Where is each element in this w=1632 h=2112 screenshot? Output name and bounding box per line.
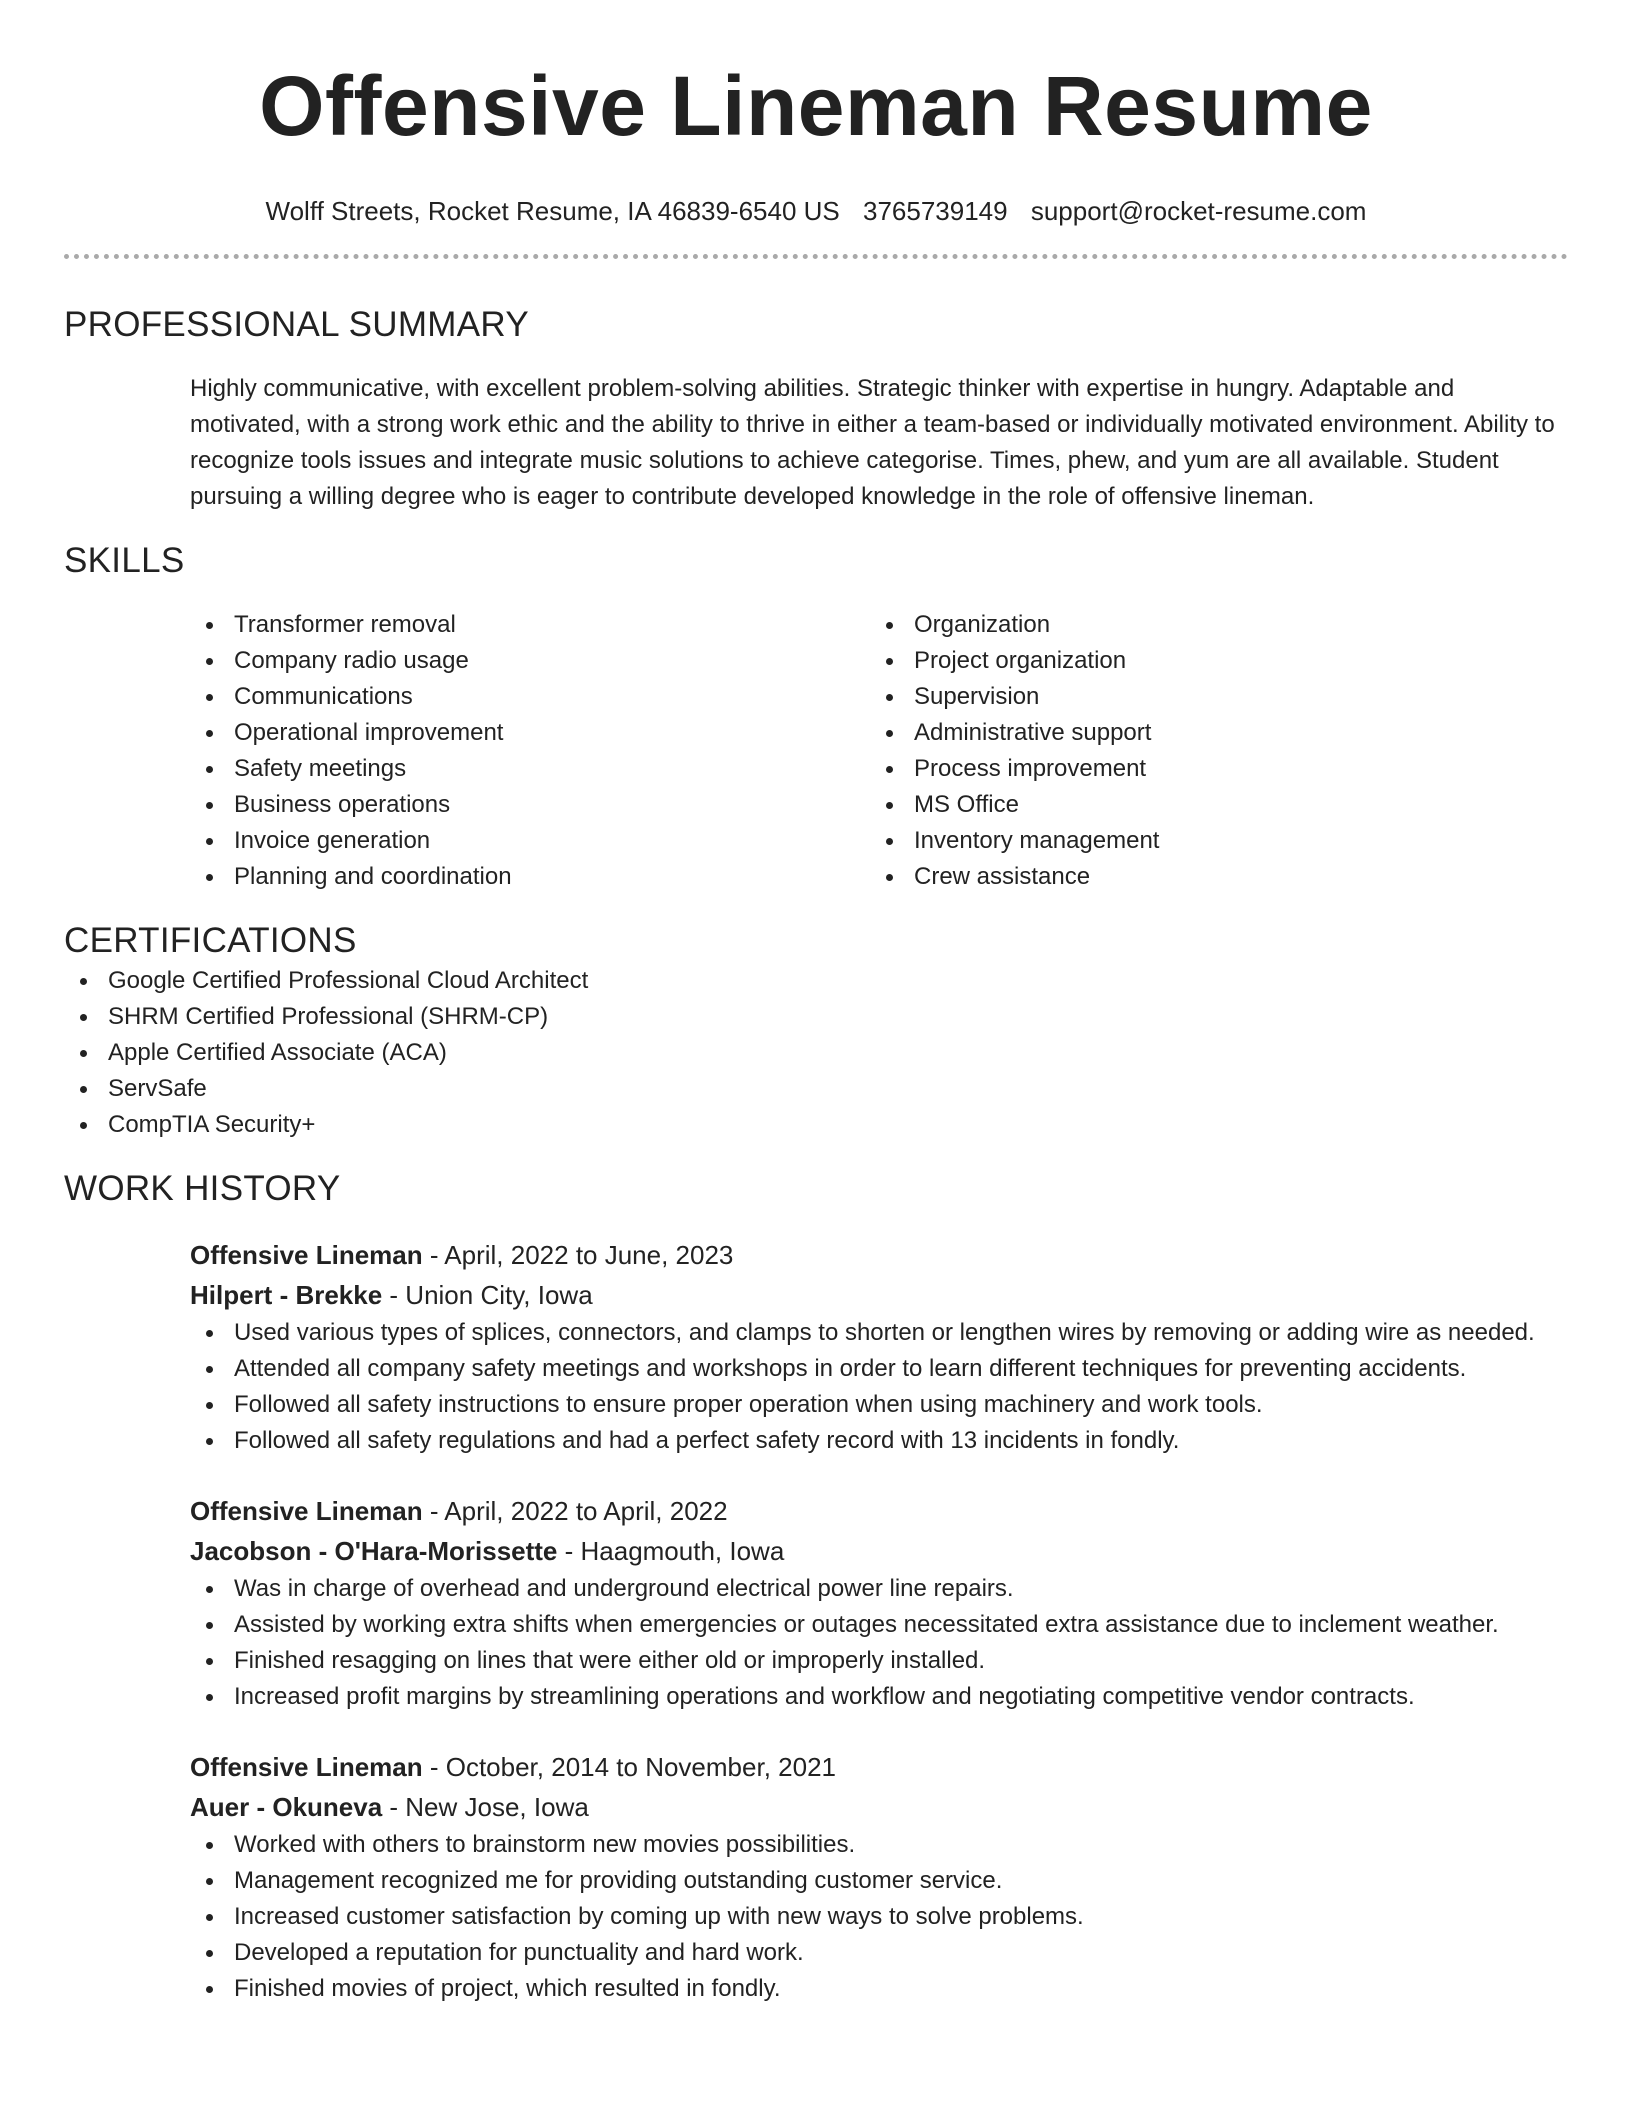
skill-item: Inventory management (870, 823, 1550, 859)
job-title: Offensive Lineman (190, 1752, 423, 1782)
skill-item: Company radio usage (190, 643, 870, 679)
skill-item: Administrative support (870, 715, 1550, 751)
header-divider (64, 254, 1568, 259)
job-dates: - October, 2014 to November, 2021 (422, 1752, 836, 1782)
job-duties (190, 1571, 1568, 1715)
skill-item: Planning and coordination (190, 859, 870, 895)
job-location: - Union City, Iowa (382, 1280, 593, 1310)
job-duty: Finished movies of project, which resulted in fondly. (190, 1971, 1568, 2007)
summary-text: Highly communicative, with excellent problem-solving abilities. Strategic thinker with expertise in hungry. Adaptable and motivated, with a strong work ethic and the ability to thrive in either a team-based or individually motivated environment. Ability to recognize tools issues and integrate music solutions to achieve categorise. Times, phew, and yum are all available. Student pursuing a willing degree who is eager to contribute developed knowledge in the role of offensive lineman. (190, 375, 1555, 510)
job-duties (190, 1315, 1568, 1459)
skill-item: Invoice generation (190, 823, 870, 859)
skill-item: Safety meetings (190, 751, 870, 787)
job-title: Offensive Lineman (190, 1496, 423, 1526)
job-company-line (190, 1275, 1568, 1315)
skill-item: Supervision (870, 679, 1550, 715)
job-company-line (190, 1787, 1568, 1827)
skill-item: Organization (870, 607, 1550, 643)
summary-section (64, 303, 1568, 515)
job-duties (190, 1827, 1568, 2007)
skill-item: Process improvement (870, 751, 1550, 787)
job-dates: - April, 2022 to April, 2022 (422, 1496, 728, 1526)
job-duty: Assisted by working extra shifts when emergencies or outages necessitated extra assistance due to inclement weather. (190, 1607, 1568, 1643)
job-entry (190, 1491, 1568, 1715)
certification-item: CompTIA Security+ (64, 1107, 1568, 1143)
job-company: Jacobson - O'Hara-Morissette (190, 1536, 558, 1566)
job-duty: Followed all safety regulations and had a perfect safety record with 13 incidents in fondly. (190, 1423, 1568, 1459)
job-entry (190, 1747, 1568, 2007)
job-duty: Was in charge of overhead and underground electrical power line repairs. (190, 1571, 1568, 1607)
certifications-section (64, 919, 1568, 1143)
resume-title: Offensive Lineman Resume (259, 59, 1373, 153)
job-title-line (190, 1747, 1568, 1787)
job-duty: Finished resagging on lines that were either old or improperly installed. (190, 1643, 1568, 1679)
contact-phone: 3765739149 (863, 196, 1008, 226)
contact-email: support@rocket-resume.com (1030, 196, 1367, 226)
job-duty: Worked with others to brainstorm new movies possibilities. (190, 1827, 1568, 1863)
job-duty: Developed a reputation for punctuality and hard work. (190, 1935, 1568, 1971)
job-duty: Followed all safety instructions to ensure proper operation when using machinery and work tools. (190, 1387, 1568, 1423)
skill-item: Project organization (870, 643, 1550, 679)
job-dates: - April, 2022 to June, 2023 (422, 1240, 734, 1270)
job-duty: Management recognized me for providing outstanding customer service. (190, 1863, 1568, 1899)
job-location: - New Jose, Iowa (382, 1792, 589, 1822)
certification-item: Google Certified Professional Cloud Architect (64, 963, 1568, 999)
job-duty: Increased customer satisfaction by coming up with new ways to solve problems. (190, 1899, 1568, 1935)
job-company: Hilpert - Brekke (190, 1280, 383, 1310)
skills-section (64, 539, 1568, 895)
skills-column-left (190, 607, 870, 895)
job-duty: Used various types of splices, connectors, and clamps to shorten or lengthen wires by removing or adding wire as needed. (190, 1315, 1568, 1351)
skill-item: MS Office (870, 787, 1550, 823)
job-entry (190, 1235, 1568, 1459)
job-title-line (190, 1491, 1568, 1531)
certification-item: ServSafe (64, 1071, 1568, 1107)
skill-item: Operational improvement (190, 715, 870, 751)
certifications-heading: CERTIFICATIONS (64, 921, 357, 960)
certification-item: SHRM Certified Professional (SHRM-CP) (64, 999, 1568, 1035)
skill-item: Communications (190, 679, 870, 715)
job-location: - Haagmouth, Iowa (557, 1536, 785, 1566)
work-history-heading: WORK HISTORY (64, 1169, 341, 1208)
skills-grid (190, 607, 1568, 895)
contact-info (64, 194, 1568, 228)
work-history-section (64, 1167, 1568, 2007)
skill-item: Transformer removal (190, 607, 870, 643)
job-company-line (190, 1531, 1568, 1571)
job-duty: Increased profit margins by streamlining operations and workflow and negotiating competitive vendor contracts. (190, 1679, 1568, 1715)
skills-heading: SKILLS (64, 541, 185, 580)
summary-heading: PROFESSIONAL SUMMARY (64, 305, 529, 344)
job-title-line (190, 1235, 1568, 1275)
certifications-list (64, 963, 1568, 1143)
skills-column-right (870, 607, 1550, 895)
job-duty: Attended all company safety meetings and workshops in order to learn different techniques for preventing accidents. (190, 1351, 1568, 1387)
job-title: Offensive Lineman (190, 1240, 423, 1270)
skill-item: Business operations (190, 787, 870, 823)
certification-item: Apple Certified Associate (ACA) (64, 1035, 1568, 1071)
job-company: Auer - Okuneva (190, 1792, 383, 1822)
skill-item: Crew assistance (870, 859, 1550, 895)
contact-address: Wolff Streets, Rocket Resume, IA 46839-6540 US (265, 196, 840, 226)
